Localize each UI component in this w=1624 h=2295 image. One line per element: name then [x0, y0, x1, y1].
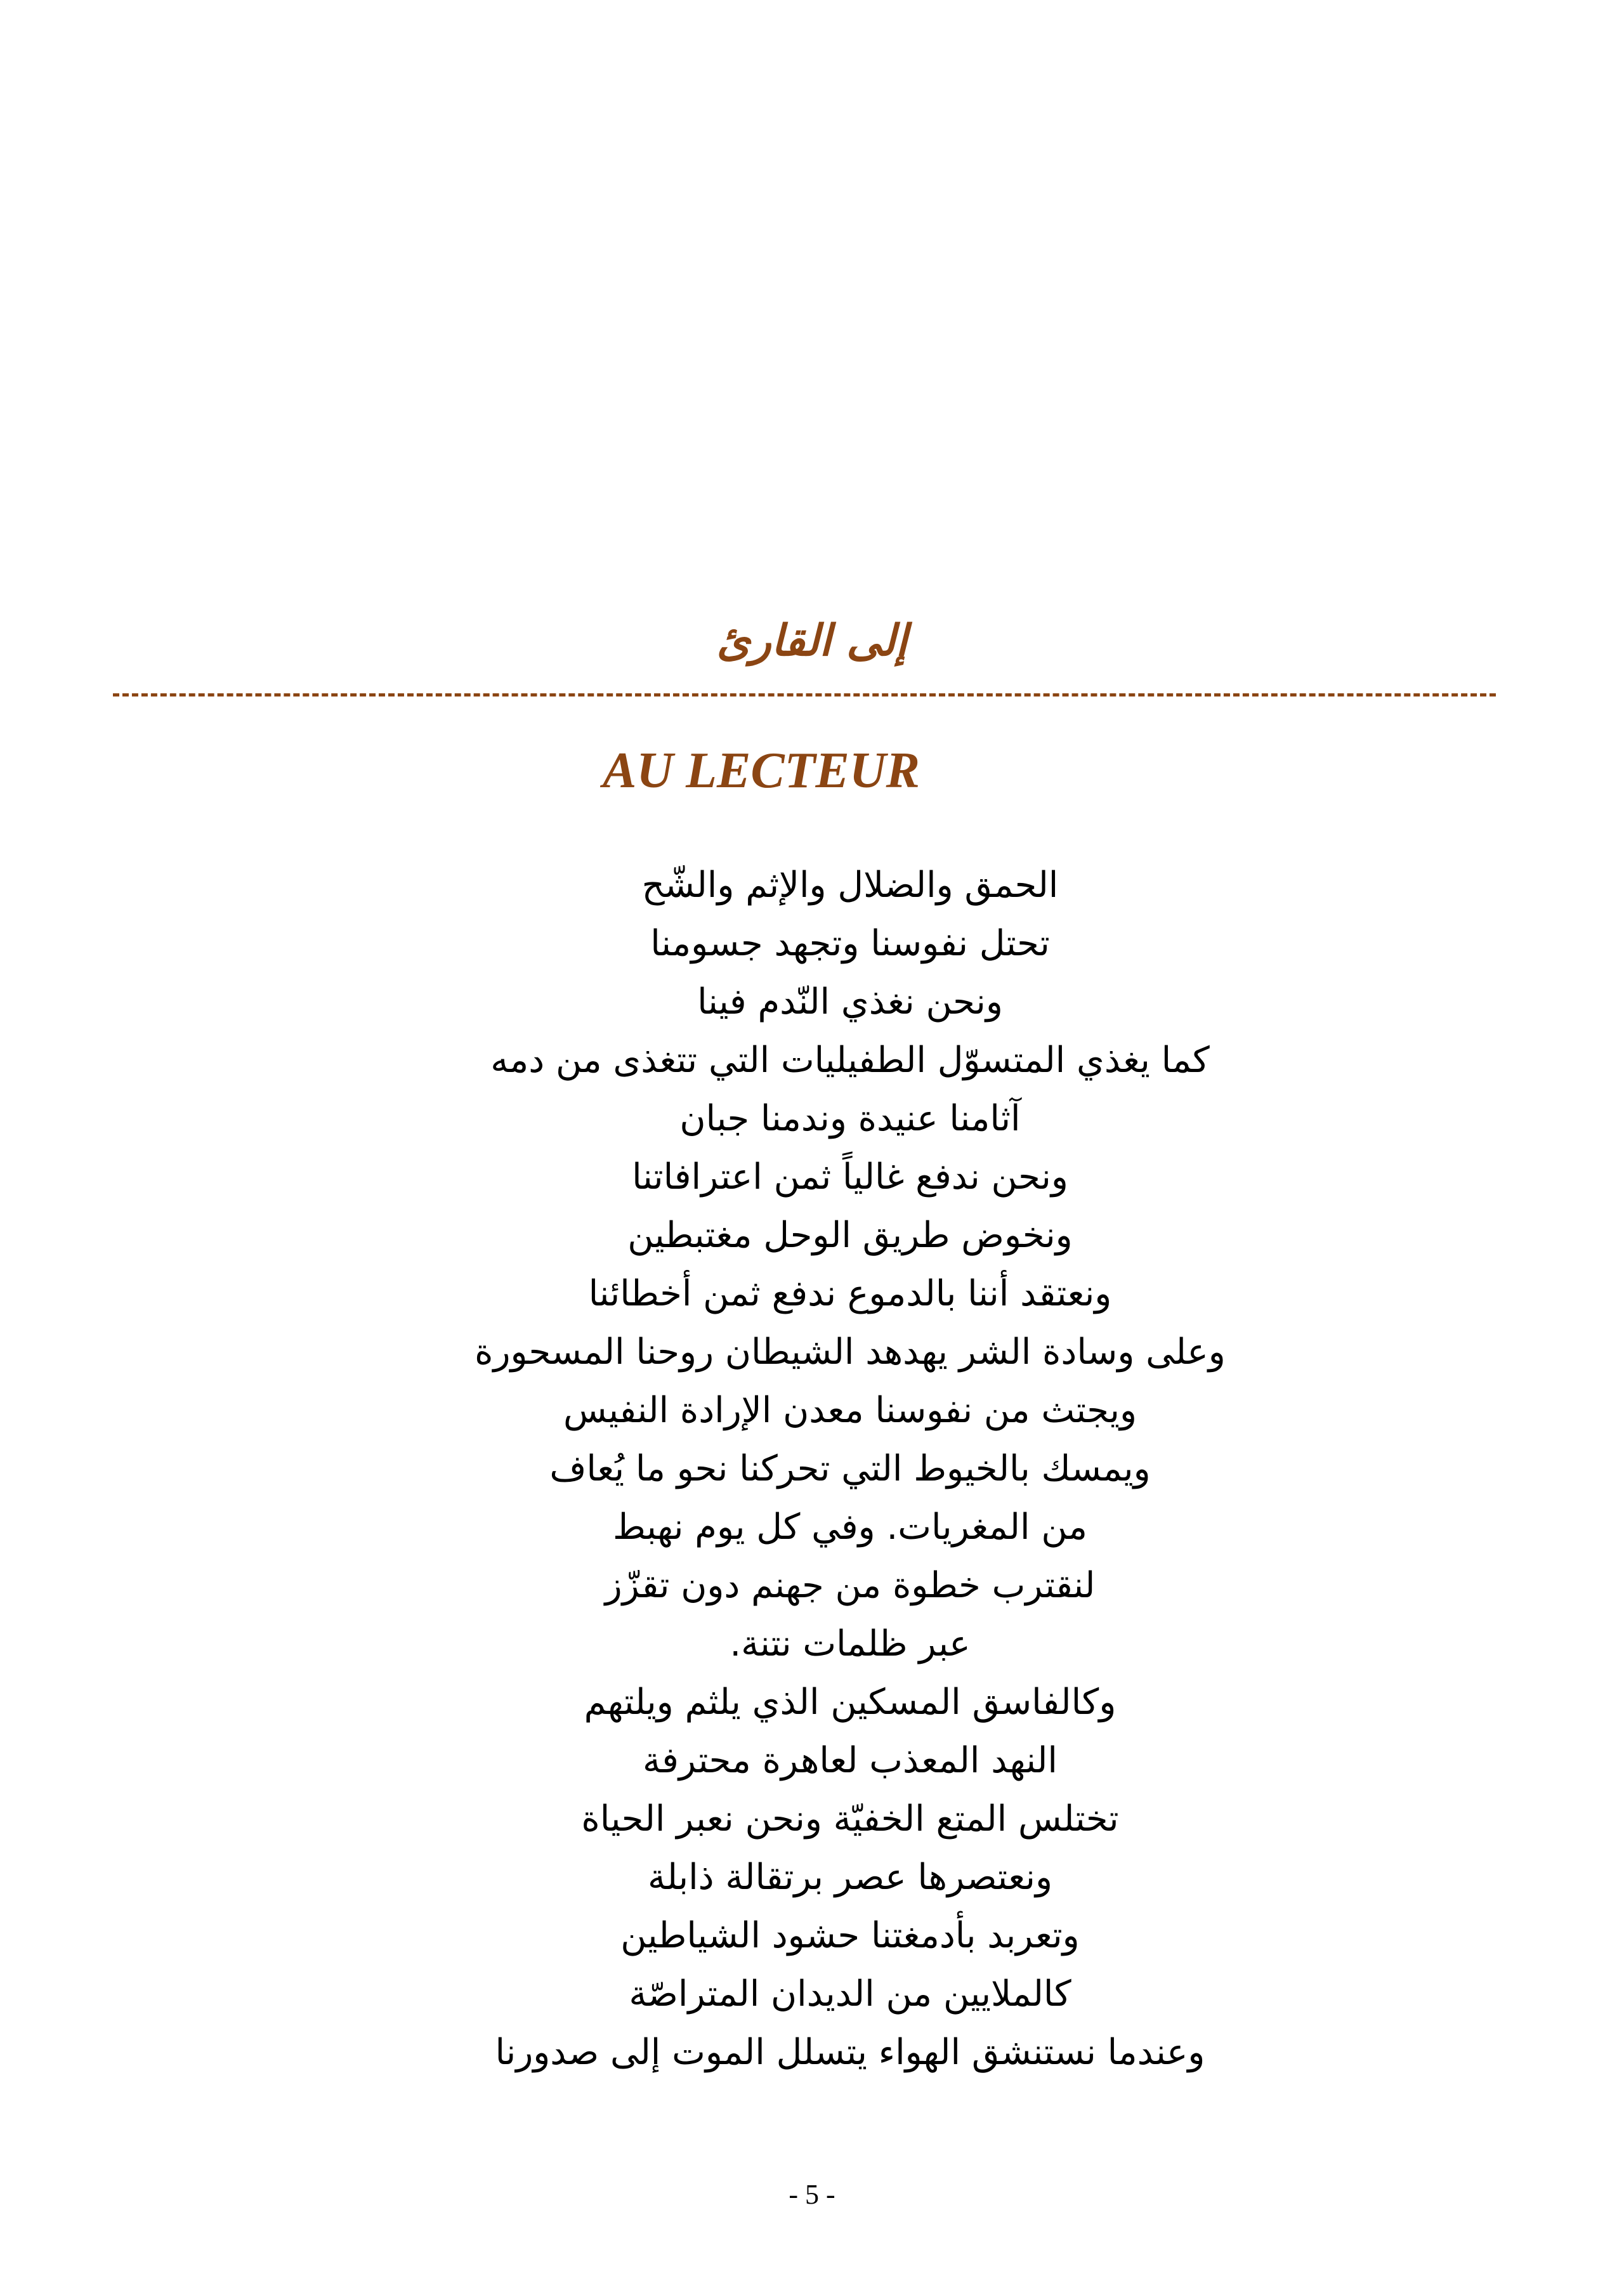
poem-line: تحتل نفوسنا وتجهد جسومنا: [650, 923, 1050, 964]
poem-line: ويمسك بالخيوط التي تحركنا نحو ما يُعاف: [549, 1448, 1151, 1489]
poem-line: ونحن نغذي النّدم فينا: [697, 981, 1003, 1023]
poem-line: لنقترب خطوة من جهنم دون تقزّز: [605, 1565, 1096, 1606]
page-number: - 5 -: [789, 2179, 835, 2210]
poem-line: تختلس المتع الخفيّة ونحن نعبر الحياة: [581, 1798, 1119, 1840]
poem-line: كما يغذي المتسوّل الطفيليات التي تتغذى من دمه: [490, 1040, 1210, 1081]
poem-line: عبر ظلمات نتنة.: [730, 1623, 971, 1664]
poem-line: آثامنا عنيدة وندمنا جبان: [679, 1098, 1021, 1139]
poem-line: وتعربد بأدمغتنا حشود الشياطين: [620, 1915, 1080, 1956]
poem-line: ونحن ندفع غالياً ثمن اعترافاتنا: [632, 1156, 1068, 1198]
poem-line: وكالفاسق المسكين الذي يلثم ويلتهم: [584, 1682, 1116, 1723]
poem-line: ويجتث من نفوسنا معدن الإرادة النفيس: [563, 1390, 1137, 1431]
poem-line: وعلى وسادة الشر يهدهد الشيطان روحنا المسحورة: [475, 1331, 1226, 1373]
poem-line: وعندما نستنشق الهواء يتسلل الموت إلى صدورنا: [495, 2032, 1205, 2073]
poem-line: من المغريات. وفي كل يوم نهبط: [613, 1507, 1087, 1548]
poem-line: ونعتقد أننا بالدموع ندفع ثمن أخطائنا: [588, 1273, 1112, 1314]
title-divider: [113, 693, 1496, 696]
poem-line: كالملايين من الديدان المتراصّة: [629, 1973, 1071, 2015]
poem-line: ونخوض طريق الوحل مغتبطين: [627, 1215, 1073, 1256]
poem-body: [0, 856, 1624, 2082]
poem-line: النهد المعذب لعاهرة محترفة: [643, 1740, 1058, 1781]
french-title: AU LECTEUR: [602, 743, 920, 799]
poem-line: ونعتصرها عصر برتقالة ذابلة: [647, 1857, 1053, 1898]
poem-line: الحمق والضلال والإثم والشّح: [641, 865, 1059, 906]
arabic-title: إلى القارئ: [716, 615, 908, 666]
